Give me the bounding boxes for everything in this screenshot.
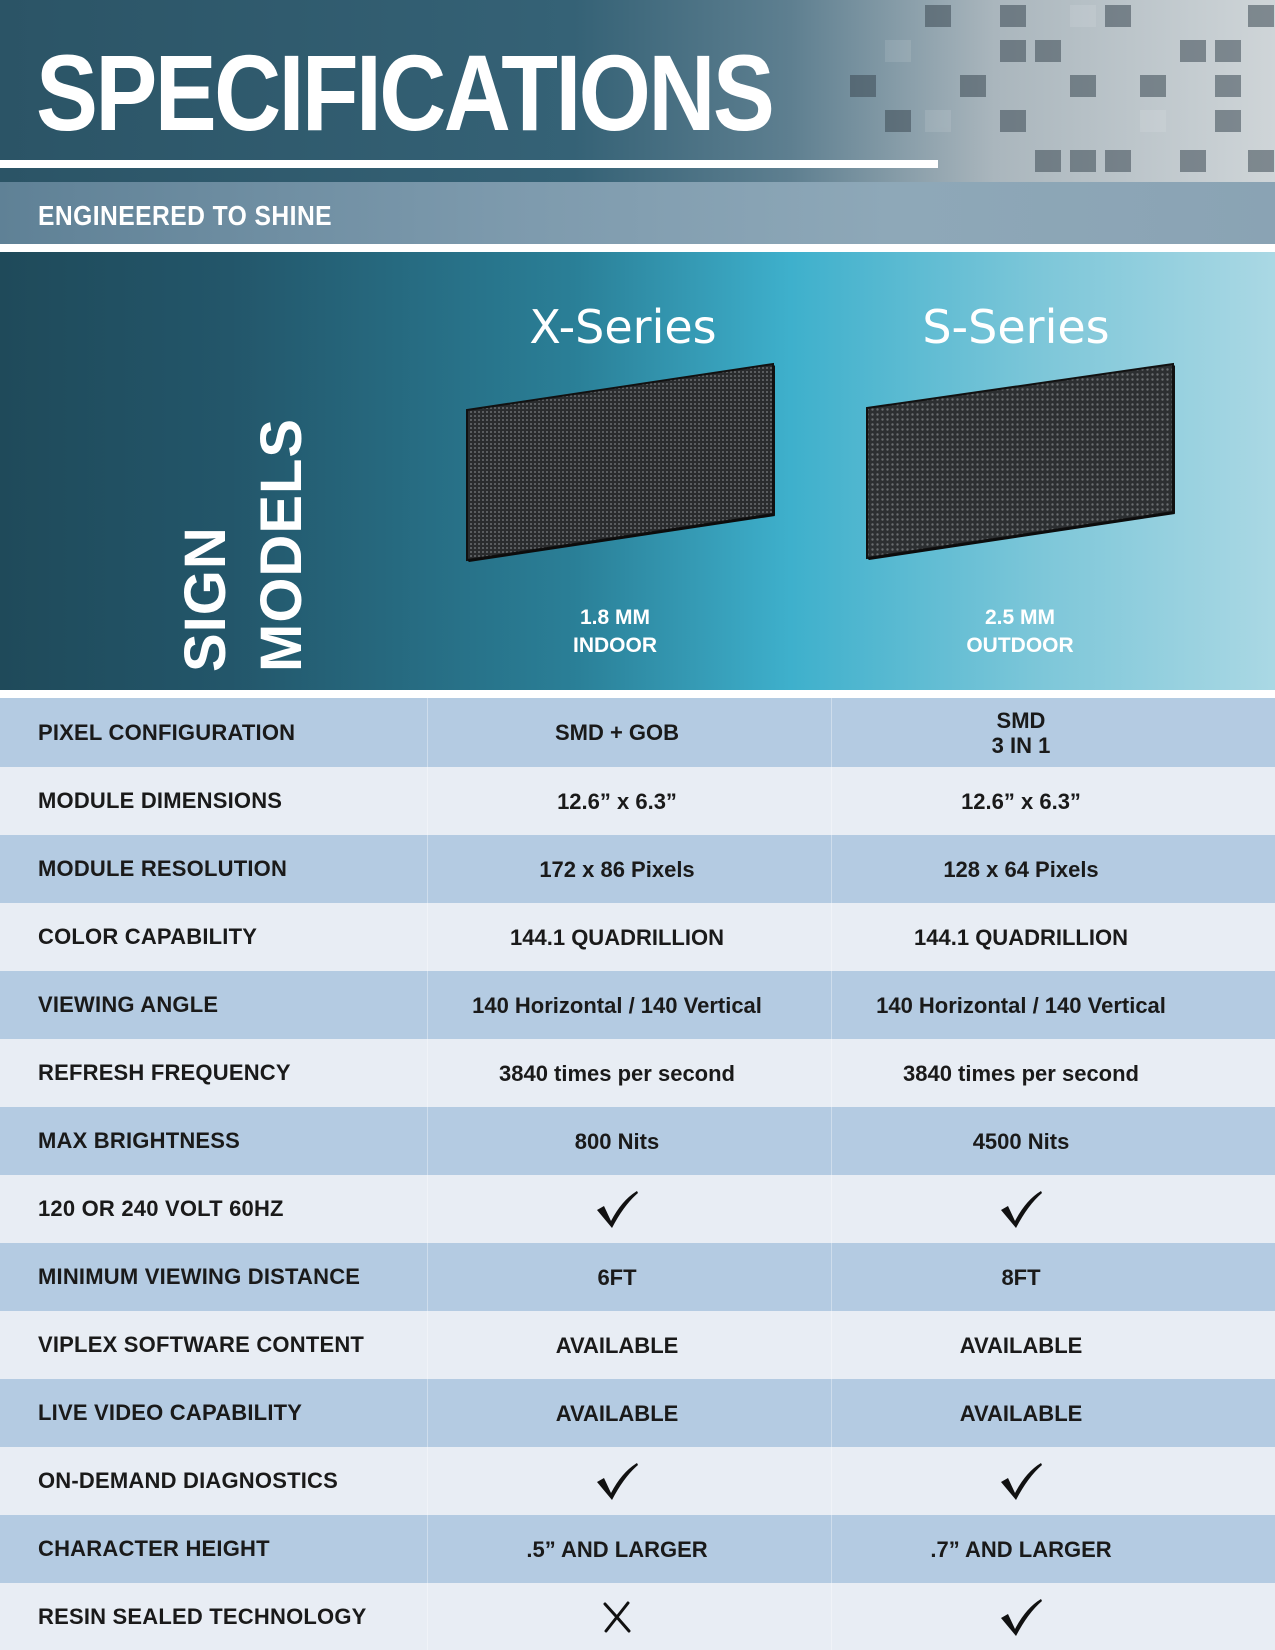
x-series-value: AVAILABLE (555, 1400, 679, 1426)
x-series-value: 6FT (597, 1264, 637, 1290)
spec-row (0, 903, 1275, 971)
spec-row (0, 1039, 1275, 1107)
header (0, 0, 1275, 182)
x-series-name: X-Series (529, 300, 717, 354)
spec-label: CHARACTER HEIGHT (38, 1536, 270, 1561)
x-series-value: 800 Nits (574, 1128, 660, 1154)
s-series-value: 128 x 64 Pixels (943, 856, 1099, 882)
tagline-bar (0, 182, 1275, 244)
spec-row (0, 1311, 1275, 1379)
spec-row (0, 1379, 1275, 1447)
spec-row (0, 1447, 1275, 1515)
s-series-value: AVAILABLE (959, 1332, 1083, 1358)
spec-label: MINIMUM VIEWING DISTANCE (38, 1264, 361, 1289)
column-divider (831, 698, 832, 1650)
spec-row (0, 971, 1275, 1039)
s-series-name: S-Series (922, 300, 1110, 354)
x-series-environment: INDOOR (573, 634, 657, 657)
spec-label: VIPLEX SOFTWARE CONTENT (38, 1332, 365, 1357)
check-icon (998, 1188, 1044, 1230)
s-series-value (831, 1460, 1211, 1502)
spec-label: MODULE RESOLUTION (38, 856, 288, 881)
divider (0, 244, 1275, 252)
s-series-value: 140 Horizontal / 140 Vertical (876, 992, 1166, 1018)
sign-models-heading-line2: MODELS (249, 417, 314, 672)
spec-row (0, 1583, 1275, 1650)
s-series-pitch: 2.5 MM (984, 606, 1055, 629)
x-series-value (427, 1188, 807, 1230)
x-series-value: AVAILABLE (555, 1332, 679, 1358)
s-series-value: AVAILABLE (959, 1400, 1083, 1426)
x-series-value: .5” AND LARGER (526, 1536, 708, 1562)
s-series-value (831, 708, 1211, 758)
x-series-value: 172 x 86 Pixels (539, 856, 695, 882)
spec-label: ON-DEMAND DIAGNOSTICS (38, 1468, 338, 1493)
s-series-value: 3840 times per second (902, 1060, 1139, 1086)
s-series-value (831, 1596, 1211, 1638)
x-icon (601, 1601, 633, 1633)
column-divider (427, 698, 428, 1650)
s-series-spec (870, 604, 1170, 660)
s-series-value (831, 1188, 1211, 1230)
s-series-value: 4500 Nits (972, 1128, 1070, 1154)
s-series-panel-image (865, 362, 1175, 562)
x-series-pitch: 1.8 MM (579, 606, 650, 629)
spec-label: REFRESH FREQUENCY (38, 1060, 291, 1085)
spec-label: COLOR CAPABILITY (38, 924, 258, 949)
spec-label: 120 OR 240 VOLT 60HZ (38, 1196, 284, 1221)
spec-label: VIEWING ANGLE (38, 992, 219, 1017)
x-series-value: 140 Horizontal / 140 Vertical (472, 992, 762, 1018)
spec-row (0, 767, 1275, 835)
x-series-value: SMD + GOB (554, 720, 680, 745)
s-series-value: 12.6” x 6.3” (961, 788, 1081, 814)
s-series-value: 8FT (1001, 1264, 1041, 1290)
spec-row (0, 1515, 1275, 1583)
check-icon (998, 1596, 1044, 1638)
spec-label: PIXEL CONFIGURATION (38, 719, 296, 745)
x-series-value: 12.6” x 6.3” (557, 788, 677, 814)
x-series-value (427, 1601, 807, 1633)
tagline: ENGINEERED TO SHINE (38, 200, 333, 231)
x-series-value (427, 1460, 807, 1502)
check-icon (594, 1460, 640, 1502)
x-series-value: 144.1 QUADRILLION (510, 924, 724, 950)
spec-label: MODULE DIMENSIONS (38, 788, 283, 813)
x-series-value: 3840 times per second (498, 1060, 735, 1086)
s-series-value: 144.1 QUADRILLION (914, 924, 1128, 950)
check-icon (594, 1188, 640, 1230)
sign-models-heading (168, 412, 320, 672)
spec-row (0, 835, 1275, 903)
page-title: SPECIFICATIONS (36, 32, 773, 153)
spec-row (0, 1175, 1275, 1243)
x-series-panel-image (465, 362, 775, 562)
sign-models-heading-line1: SIGN (173, 526, 238, 672)
spec-row (0, 1107, 1275, 1175)
spec-label: MAX BRIGHTNESS (38, 1128, 241, 1153)
spec-label: RESIN SEALED TECHNOLOGY (38, 1603, 367, 1629)
s-series-value-line2: 3 IN 1 (991, 732, 1051, 758)
x-series-spec (465, 604, 765, 660)
spec-row (0, 698, 1275, 767)
spec-label: LIVE VIDEO CAPABILITY (38, 1400, 303, 1425)
check-icon (998, 1460, 1044, 1502)
s-series-value: .7” AND LARGER (930, 1536, 1112, 1562)
spec-table (0, 690, 1275, 1650)
s-series-value-line1: SMD (996, 707, 1046, 733)
spec-row (0, 1243, 1275, 1311)
title-underline (0, 160, 938, 168)
s-series-environment: OUTDOOR (966, 634, 1074, 657)
sign-models-section (0, 252, 1275, 690)
